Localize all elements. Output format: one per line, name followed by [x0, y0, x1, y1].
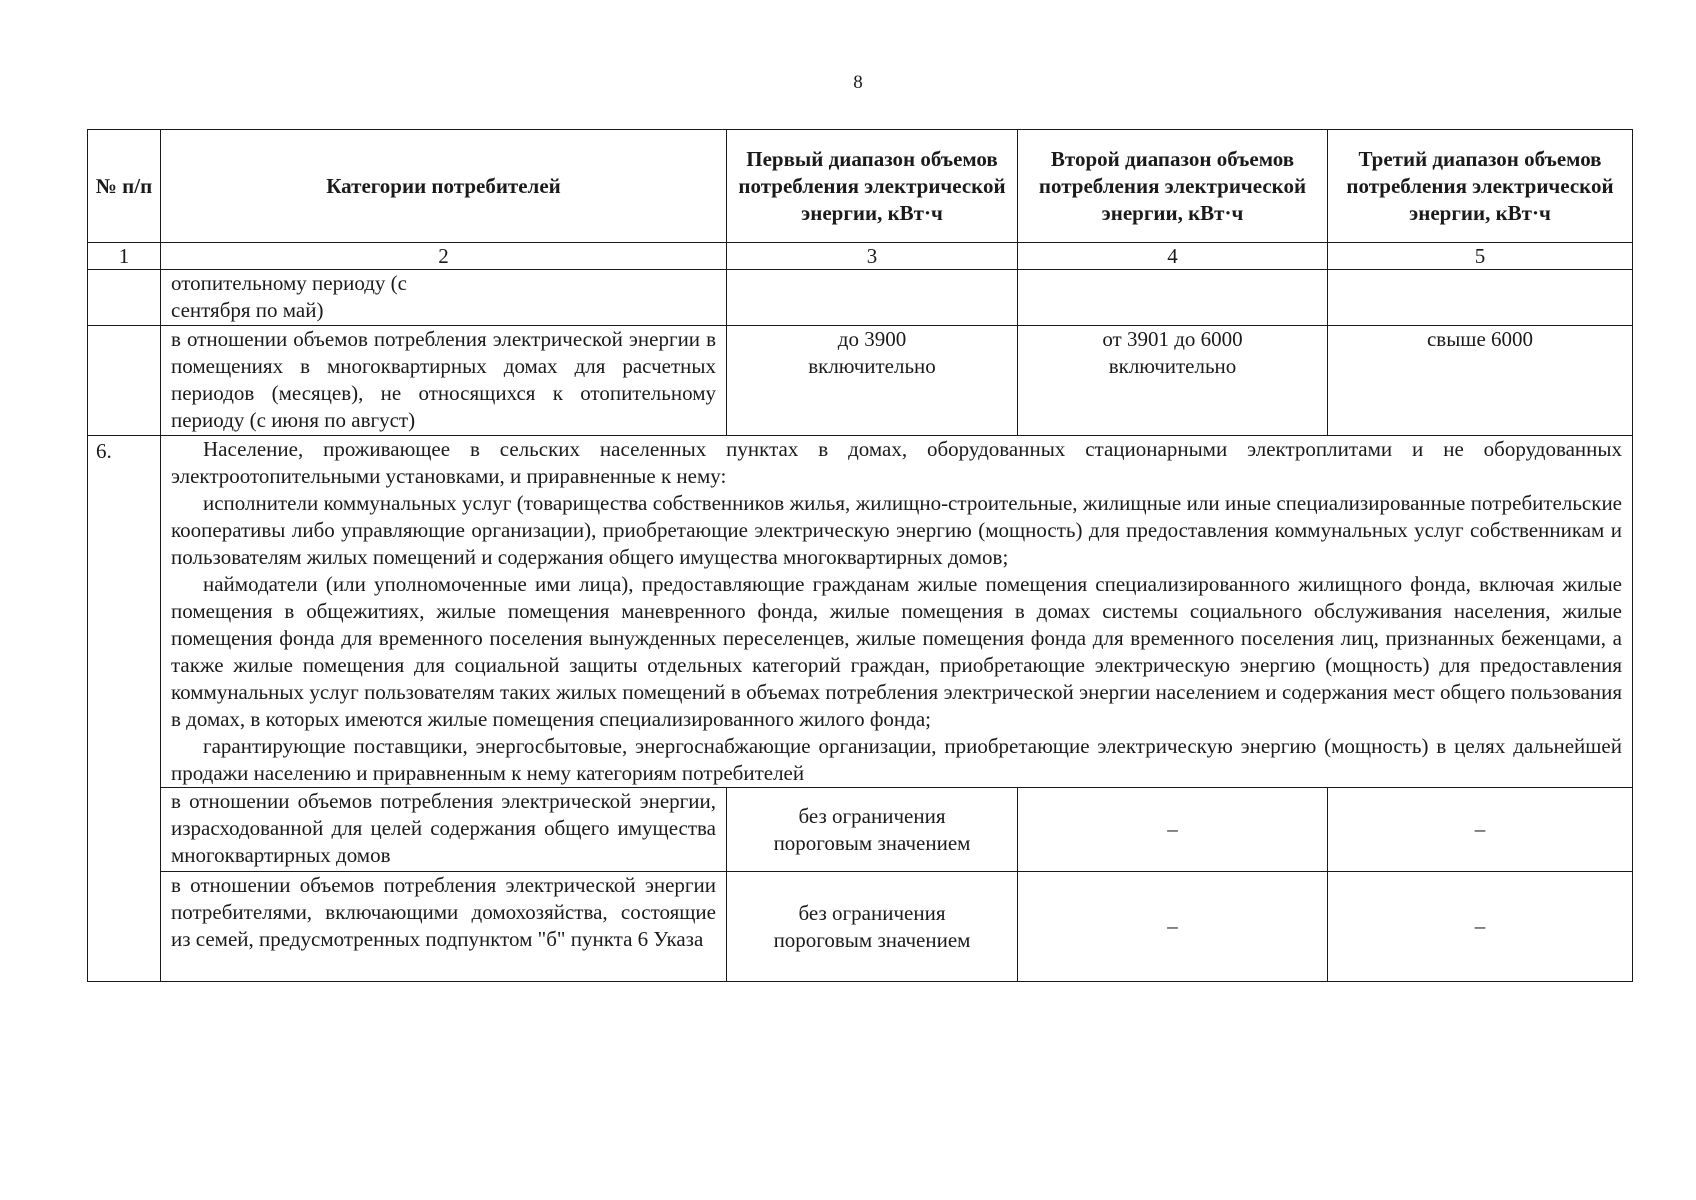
row-number [88, 326, 161, 436]
range-1-value: без ограничения пороговым значением [773, 803, 971, 855]
range-2-cell [1018, 326, 1328, 436]
column-number: 3 [727, 243, 1018, 270]
row-number [88, 270, 161, 326]
header-range-2: Второй диапазон объемов потребления электрической энергии, кВт·ч [1018, 130, 1328, 243]
header-number: № п/п [88, 130, 161, 243]
row-number: 6. [88, 436, 161, 982]
range-2-cell: – [1018, 788, 1328, 872]
range-3-cell [1328, 270, 1633, 326]
header-range-1: Первый диапазон объемов потребления электрической энергии, кВт·ч [727, 130, 1018, 243]
range-1-cell [727, 326, 1018, 436]
category-cell: в отношении объемов потребления электрической энергии, израсходованной для целей содержания общего имущества многоквартирных домов [161, 788, 727, 872]
column-number: 4 [1018, 243, 1328, 270]
column-number: 1 [88, 243, 161, 270]
category-cell: отопительному периоду (с сентября по май) [161, 270, 727, 326]
tariff-ranges-table [87, 129, 1633, 982]
range-1-cell [727, 270, 1018, 326]
range-1-value: до 3900 включительно [808, 327, 936, 378]
section-paragraph: исполнители коммунальных услуг (товарищества собственников жилья, жилищно-строительные, жилищные или иные специализированные потребительские кооперативы либо управляющие организации), приобретающие электрическую энергию (мощность) для предоставления коммунальных услуг собственникам и пользователям жилых помещений и содержания общего имущества многоквартирных домов; [171, 491, 1622, 569]
category-cell: в отношении объемов потребления электрической энергии потребителями, включающими домохозяйства, состоящие из семей, предусмотренных подпунктом "б" пункта 6 Указа [161, 872, 727, 982]
range-2-cell: – [1018, 872, 1328, 982]
range-2-value: от 3901 до 6000 включительно [1102, 327, 1243, 378]
table-row [88, 872, 1633, 982]
column-number-row [88, 243, 1633, 270]
table-row [88, 270, 1633, 326]
range-3-cell: – [1328, 788, 1633, 872]
column-number: 5 [1328, 243, 1633, 270]
header-range-3: Третий диапазон объемов потребления электрической энергии, кВт·ч [1328, 130, 1633, 243]
header-row [88, 130, 1633, 243]
range-1-cell [727, 788, 1018, 872]
range-3-cell: – [1328, 872, 1633, 982]
section-row [88, 436, 1633, 788]
range-1-value: без ограничения пороговым значением [773, 900, 971, 952]
table-row [88, 326, 1633, 436]
section-description [161, 436, 1633, 788]
section-paragraph: наймодатели (или уполномоченные ими лица), предоставляющие гражданам жилые помещения специализированного жилищного фонда, включая жилые помещения в общежитиях, жилые помещения маневренного фонда, жилые помещения в домах системы социального обслуживания населения, жилые помещения фонда для временного поселения вынужденных переселенцев, жилые помещения фонда для временного поселения лиц, признанных беженцами, а также жилые помещения для социальной защиты отдельных категорий граждан, приобретающие электрическую энергию (мощность) для предоставления коммунальных услуг пользователям таких жилых помещений в объемах потребления электрической энергии населением и содержания мест общего пользования в домах, в которых имеются жилые помещения специализированного жилого фонда; [171, 572, 1622, 731]
section-paragraph: Население, проживающее в сельских населенных пунктах в домах, оборудованных стационарными электроплитами и не оборудованных электроотопительными установками, и приравненные к нему: [171, 437, 1622, 488]
range-3-cell: свыше 6000 [1328, 326, 1633, 436]
page-number: 8 [853, 72, 863, 93]
range-1-cell [727, 872, 1018, 982]
section-paragraph: гарантирующие поставщики, энергосбытовые, энергоснабжающие организации, приобретающие электрическую энергию (мощность) в целях дальнейшей продажи населению и приравненным к нему категориям потребителей [171, 734, 1622, 785]
header-category: Категории потребителей [161, 130, 727, 243]
table-row [88, 788, 1633, 872]
column-number: 2 [161, 243, 727, 270]
category-cell: в отношении объемов потребления электрической энергии в помещениях в многоквартирных домах для расчетных периодов (месяцев), не относящихся к отопительному периоду (с июня по август) [161, 326, 727, 436]
range-2-cell [1018, 270, 1328, 326]
